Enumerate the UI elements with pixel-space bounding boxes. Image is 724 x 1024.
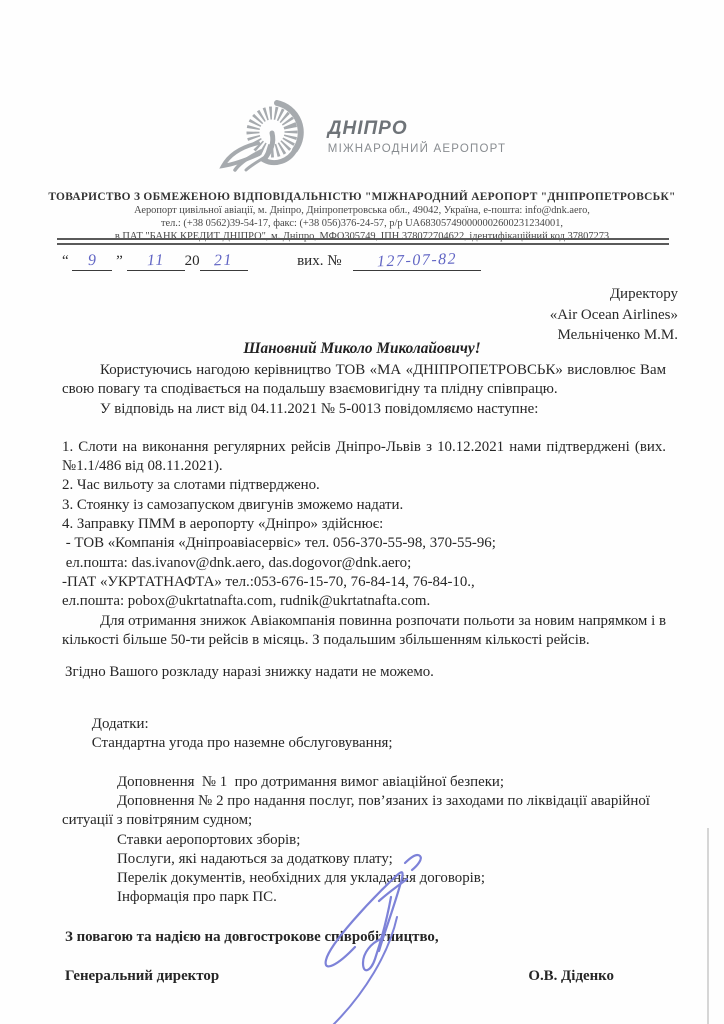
valediction-line: З повагою та надією на довгострокове співробітництво, — [65, 928, 439, 945]
handwritten-ref-number: 127-07-82 — [376, 250, 458, 271]
attachments-block — [62, 695, 666, 907]
handwritten-year: 21 — [213, 251, 234, 270]
logo-subtitle: МІЖНАРОДНИЙ АЕРОПОРТ — [327, 142, 507, 155]
fuel-supplier-1-email: ел.пошта: das.ivanov@dnk.aero, das.dogovor@dnk.aero; — [62, 554, 412, 571]
addressee-company: «Air Ocean Airlines» — [549, 306, 678, 323]
letterhead-divider — [57, 238, 669, 245]
addressee-name: Мельніченко М.М. — [557, 327, 678, 344]
list-item-slots: 1. Слоти на виконання регулярних рейсів Дніпро-Львів з 10.12.2021 нами підтверджені (вих.№1.1/486 від 08.11.2021). — [62, 438, 666, 475]
date-reference-line — [62, 252, 481, 271]
attachments-label: Додатки: — [91, 715, 149, 732]
attachment-item-documents: Перелік документів, необхідних для укладання договорів; — [117, 870, 485, 887]
fuel-supplier-1: - ТОВ «Компанія «Дніпроавіасервіс» тел. 056-370-55-98, 370-55-96; — [62, 535, 496, 552]
paragraph-reply: У відповідь на лист від 04.11.2021 № 5-0013 повідомляємо наступне: — [100, 400, 539, 417]
month-blank — [127, 252, 185, 271]
paragraph-intro: Користуючись нагодою керівництво ТОВ «МА «ДНІПРОПЕТРОВСЬК» висловлює Вам свою повагу та сподівається на подальшу взаємовигідну та плідну співпрацю. — [62, 362, 666, 398]
addressee-position: Директору — [609, 286, 678, 302]
paragraph-discounts: Для отримання знижок Авіакомпанія повинна розпочати польоти за новим напрямком і в кількості більше 50-ти рейсів в місяць. З подальшим збільшенням кількості рейсів. — [62, 612, 666, 648]
attachment-item-agreement: Стандартна угода про наземне обслуговування; — [91, 735, 393, 752]
airport-logo-text — [328, 118, 506, 155]
list-item-departure: 2. Час вильоту за слотами підтверджено. — [62, 477, 320, 494]
list-item-parking: 3. Стоянку із самозапуском двигунів зможемо надати. — [62, 496, 404, 513]
signature-row — [62, 967, 666, 986]
attachment-item-fleet: Інформація про парк ПС. — [117, 889, 277, 906]
handwritten-day: 9 — [87, 251, 98, 270]
logo-brand: ДНІПРО — [327, 117, 408, 139]
numbered-list — [62, 438, 666, 612]
signer-title: Генеральний директор — [65, 968, 220, 985]
airport-logo-emblem-icon — [218, 100, 318, 172]
airport-logo — [0, 100, 724, 172]
company-address-line: Аеропорт цивільної авіації, м. Дніпро, Дніпропетровська обл., 49042, Україна, е-пошта: info@dnk.aero, — [134, 205, 590, 216]
company-phone-line: тел.: (+38 0562)39-54-17, факс: (+38 056)376-24-57, р/р UA683057490000002600231234001, — [160, 217, 564, 229]
outgoing-ref-label: вих. № — [297, 253, 342, 269]
open-quote: “ — [62, 253, 69, 269]
addressee-block — [550, 284, 678, 346]
handwritten-month: 11 — [146, 251, 165, 270]
company-name-line: ТОВАРИСТВО З ОБМЕЖЕНОЮ ВІДПОВІДАЛЬНІСТЮ "МІЖНАРОДНИЙ АЕРОПОРТ "ДНІПРОПЕТРОВСЬК" — [48, 191, 676, 203]
company-bank-line: в ПАТ "БАНК КРЕДИТ ДНІПРО", м. Дніпро, МФО305749, ІПН 378072704622, ідентифікаційний код 37807273 — [114, 230, 610, 242]
fuel-supplier-2: -ПАТ «УКРТАТНАФТА» тел.:053-676-15-70, 76-84-14, 76-84-10., — [62, 573, 475, 590]
attachment-item-supplement1: Доповнення № 1 про дотримання вимог авіаційної безпеки; — [117, 773, 505, 790]
fuel-supplier-2-email: ел.пошта: pobox@ukrtatnafta.com, rudnik@ukrtatnafta.com. — [62, 593, 431, 610]
list-item-fuel: 4. Заправку ПММ в аеропорту «Дніпро» здійснює: — [62, 516, 384, 533]
day-blank — [72, 252, 112, 271]
year-blank — [200, 252, 248, 271]
ref-blank — [353, 252, 481, 271]
attachment-item-fees: Ставки аеропортових зборів; — [117, 831, 301, 848]
signer-name: О.В. Діденко — [528, 968, 614, 985]
scan-artifact-line — [707, 828, 709, 1024]
paragraph-no-discount: Згідно Вашого розкладу наразі знижку надати не можемо. — [65, 664, 434, 681]
attachment-item-services: Послуги, які надаються за додаткову плату; — [117, 850, 393, 867]
attachments-first-row — [62, 695, 666, 772]
year-prefix: 20 — [184, 253, 200, 269]
salutation-line: Шановний Миколо Миколайовичу! — [243, 340, 481, 357]
letter-body — [62, 361, 666, 986]
attachment-item-supplement2: Доповнення № 2 про надання послуг, пов’язаних із заходами по ліквідації аварійної ситуації з повітряним судном; — [62, 792, 654, 829]
close-quote: ” — [116, 253, 123, 269]
